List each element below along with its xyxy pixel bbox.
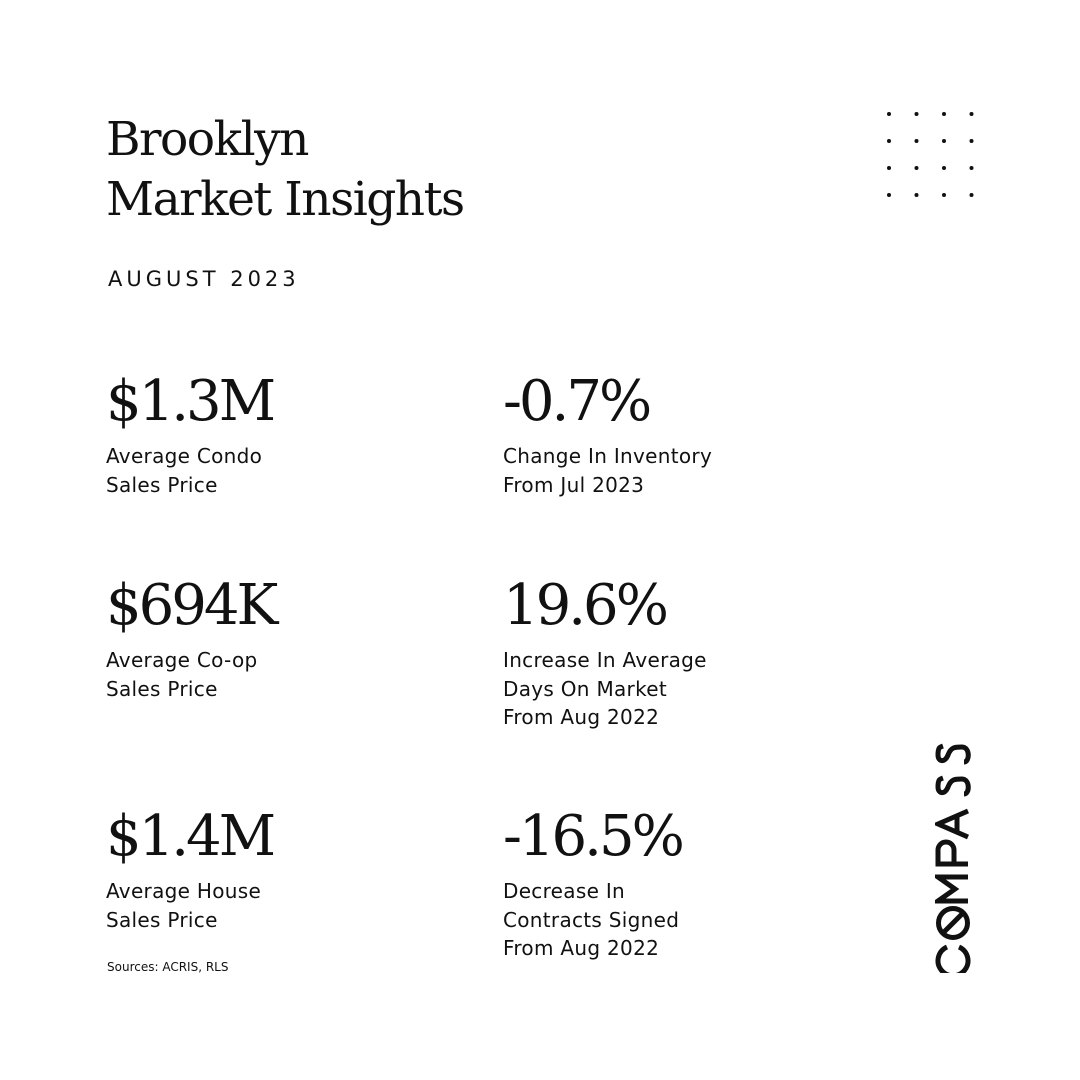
report-date: AUGUST 2023	[108, 267, 300, 291]
grid-dot	[915, 166, 919, 170]
stat-label: Average House Sales Price	[106, 879, 262, 932]
grid-dot	[887, 112, 891, 116]
stat-value: $1.4M	[106, 804, 274, 869]
stat-avg-house-price	[106, 805, 273, 934]
compass-logo	[935, 717, 971, 973]
stat-label: Average Condo Sales Price	[106, 444, 263, 497]
stat-value: -16.5%	[503, 804, 682, 869]
grid-dot	[915, 193, 919, 197]
stat-value: -0.7%	[503, 369, 650, 434]
stat-value: 19.6%	[503, 573, 666, 638]
grid-dot	[887, 166, 891, 170]
grid-dot	[915, 112, 919, 116]
stat-label: Increase In Average Days On Market From Aug 2022	[503, 648, 707, 729]
grid-dot	[942, 139, 946, 143]
grid-dot	[915, 139, 919, 143]
stat-avg-condo-price	[106, 370, 273, 499]
stat-value: $1.3M	[106, 369, 274, 434]
stat-label: Change In Inventory From Jul 2023	[503, 444, 713, 497]
title-line-1: Brooklyn	[106, 112, 308, 167]
grid-dot	[942, 193, 946, 197]
stat-avg-coop-price	[106, 574, 275, 703]
grid-dot	[942, 166, 946, 170]
grid-dot	[970, 112, 974, 116]
sources-note: Sources: ACRIS, RLS	[107, 960, 229, 974]
grid-dot	[942, 112, 946, 116]
stat-label: Decrease In Contracts Signed From Aug 2022	[503, 879, 680, 960]
stat-contracts-signed	[503, 805, 682, 963]
stat-inventory-change	[503, 370, 712, 499]
grid-dot	[970, 166, 974, 170]
dot-grid-icon	[882, 105, 982, 205]
grid-dot	[887, 139, 891, 143]
title-line-2: Market Insights	[106, 172, 464, 227]
grid-dot	[887, 193, 891, 197]
grid-dot	[970, 193, 974, 197]
stat-label: Average Co-op Sales Price	[106, 648, 258, 701]
stat-value: $694K	[106, 573, 276, 638]
grid-dot	[970, 139, 974, 143]
stat-days-on-market	[503, 574, 707, 732]
page-title	[106, 110, 464, 230]
